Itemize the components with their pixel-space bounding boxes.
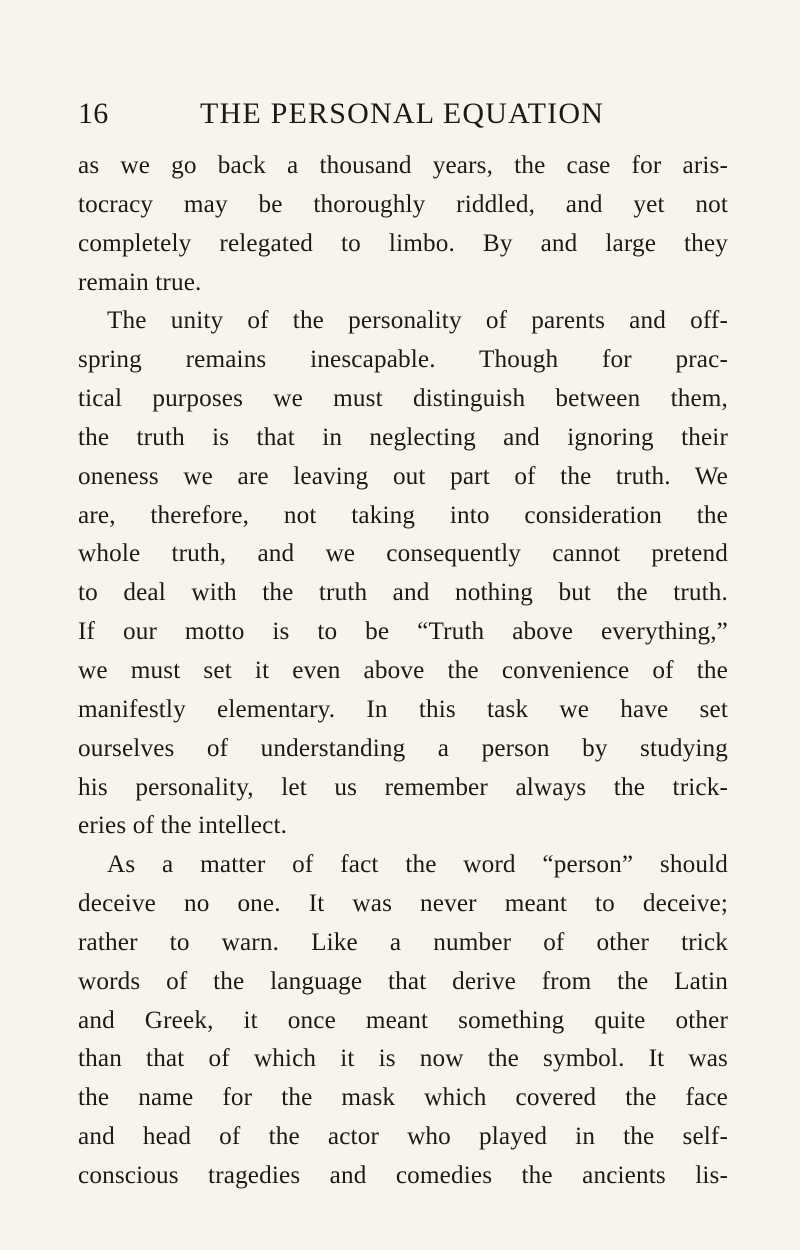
text-line: are, therefore, not taking into consideration the <box>78 501 728 529</box>
text-line: rather to warn. Like a number of other trick <box>78 928 728 956</box>
text-line: the truth is that in neglecting and ignoring their <box>78 423 728 451</box>
page-header <box>78 94 738 134</box>
body-text <box>78 147 728 1196</box>
text-line: conscious tragedies and comedies the ancients lis- <box>78 1161 728 1189</box>
text-line: As a matter of fact the word “person” should <box>107 851 728 879</box>
text-line: we must set it even above the convenience of the <box>78 656 728 684</box>
text-line: The unity of the personality of parents and off- <box>107 307 728 335</box>
page-number: 16 <box>78 97 109 130</box>
text-line: manifestly elementary. In this task we have set <box>78 695 728 723</box>
text-line: and Greek, it once meant something quite other <box>78 1006 728 1034</box>
text-line: tocracy may be thoroughly riddled, and yet not <box>78 190 728 218</box>
text-line: as we go back a thousand years, the case for aris- <box>78 152 728 179</box>
text-line: deceive no one. It was never meant to deceive; <box>78 890 728 918</box>
text-line: ourselves of understanding a person by studying <box>78 734 728 762</box>
text-line: tical purposes we must distinguish between them, <box>78 385 728 413</box>
text-line: and head of the actor who played in the self- <box>78 1123 728 1151</box>
text-line: If our motto is to be “Truth above everything,” <box>78 618 728 646</box>
text-line: remain true. <box>78 268 202 296</box>
text-line: eries of the intellect. <box>78 812 288 840</box>
text-line: than that of which it is now the symbol. It was <box>78 1045 728 1073</box>
text-line: his personality, let us remember always the trick- <box>78 773 728 801</box>
text-line: spring remains inescapable. Though for prac- <box>78 346 728 374</box>
text-line: the name for the mask which covered the face <box>78 1084 728 1112</box>
text-line: to deal with the truth and nothing but the truth. <box>78 579 728 607</box>
text-line: oneness we are leaving out part of the truth. We <box>78 462 728 490</box>
text-line: words of the language that derive from the Latin <box>78 967 728 995</box>
text-line: completely relegated to limbo. By and large they <box>78 229 728 257</box>
running-title: THE PERSONAL EQUATION <box>200 97 605 130</box>
text-line: whole truth, and we consequently cannot pretend <box>78 540 728 568</box>
